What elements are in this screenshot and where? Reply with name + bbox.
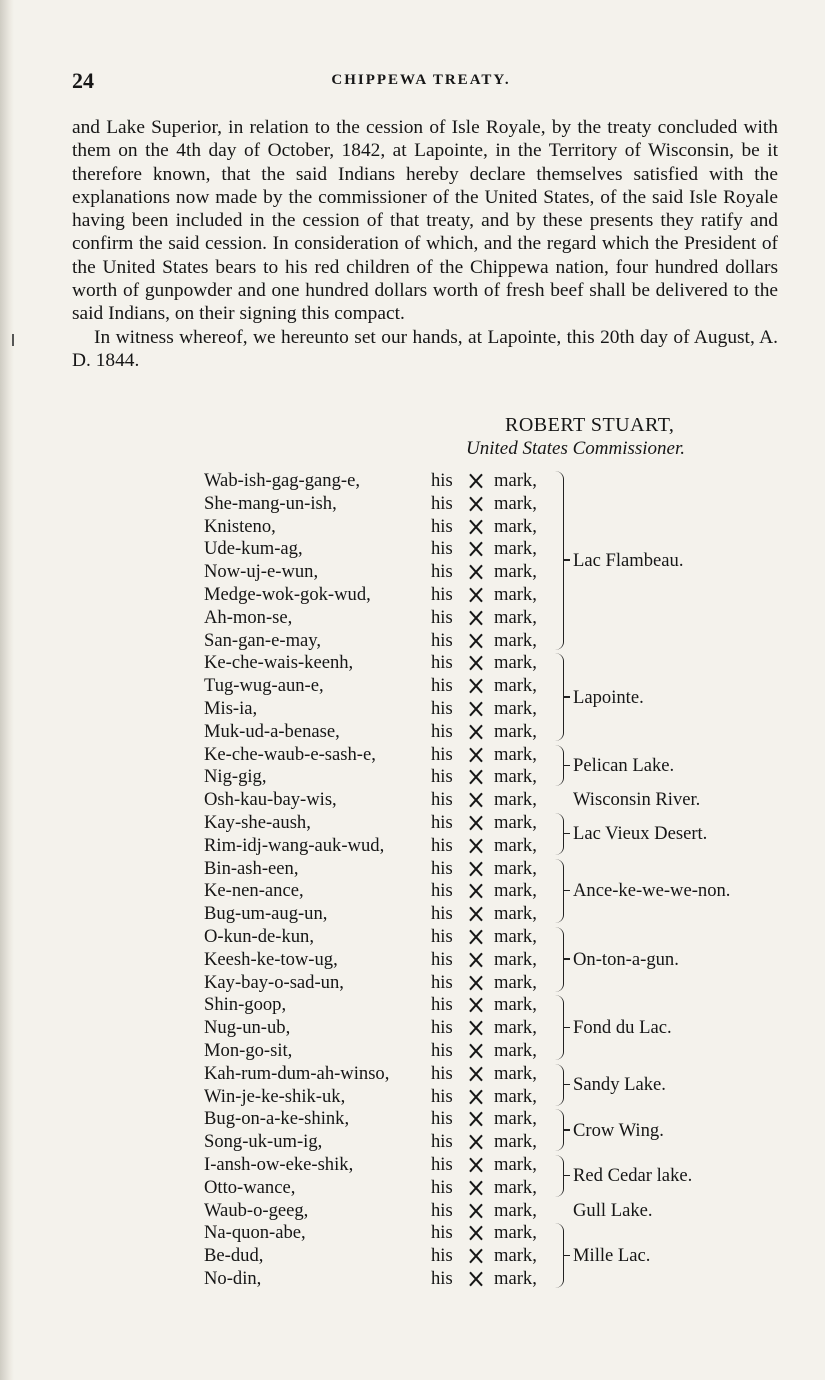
- x-mark-icon: [468, 995, 484, 1013]
- signer-row: [0, 720, 825, 743]
- signer-his-word: his: [431, 1199, 453, 1221]
- signer-mark-word: mark,: [494, 743, 537, 765]
- signer-his-word: his: [431, 1268, 453, 1289]
- signer-row: [0, 743, 825, 766]
- signer-mark-word: mark,: [494, 789, 537, 811]
- signer-name: Mon-go-sit,: [204, 1040, 293, 1061]
- group-label: Lapointe.: [573, 686, 644, 708]
- x-mark-icon: [468, 904, 484, 922]
- signer-row: [0, 1199, 825, 1222]
- signer-mark-word: mark,: [494, 926, 537, 947]
- signer-row: [0, 765, 825, 788]
- signer-name: Be-dud,: [204, 1245, 264, 1267]
- signer-row: [0, 515, 825, 538]
- group-label: Fond du Lac.: [573, 1017, 672, 1039]
- signer-his-word: his: [431, 1017, 453, 1039]
- signer-his-word: his: [431, 1040, 453, 1061]
- signer-mark-word: mark,: [494, 720, 537, 742]
- signer-mark-word: mark,: [494, 561, 537, 583]
- signer-mark-word: mark,: [494, 1154, 537, 1175]
- signer-row: [0, 560, 825, 583]
- x-mark-icon: [468, 745, 484, 763]
- group-brace-tip: [563, 890, 570, 892]
- signer-his-word: his: [431, 834, 453, 856]
- signer-mark-word: mark,: [494, 1085, 537, 1107]
- x-mark-icon: [468, 950, 484, 968]
- signer-row: [0, 1062, 825, 1085]
- x-mark-icon: [468, 813, 484, 831]
- group-brace-tip: [563, 958, 570, 960]
- signer-row: [0, 1221, 825, 1244]
- signer-mark-word: mark,: [494, 1062, 537, 1084]
- signer-his-word: his: [431, 652, 453, 674]
- signer-his-word: his: [431, 971, 453, 993]
- signer-row: [0, 1016, 825, 1039]
- signer-row: [0, 1153, 825, 1176]
- x-mark-icon: [468, 790, 484, 808]
- signer-his-word: his: [431, 629, 453, 651]
- signer-mark-word: mark,: [494, 1245, 537, 1267]
- group-label: Sandy Lake.: [573, 1074, 666, 1096]
- signer-row: [0, 993, 825, 1016]
- signer-mark-word: mark,: [494, 812, 537, 833]
- signer-name: Bug-on-a-ke-shink,: [204, 1108, 350, 1130]
- signer-name: Rim-idj-wang-auk-wud,: [204, 834, 385, 856]
- signer-row: [0, 971, 825, 994]
- signer-row: [0, 1107, 825, 1130]
- group-brace-tip: [563, 1027, 570, 1029]
- signer-row: [0, 1130, 825, 1153]
- signer-mark-word: mark,: [494, 1040, 537, 1061]
- signer-name: Medge-wok-gok-wud,: [204, 584, 371, 605]
- signer-mark-word: mark,: [494, 675, 537, 697]
- signer-name: Song-uk-um-ig,: [204, 1131, 323, 1153]
- x-mark-icon: [468, 722, 484, 740]
- signer-his-word: his: [431, 789, 453, 811]
- signer-row: [0, 1039, 825, 1062]
- group-brace-tip: [563, 559, 570, 561]
- x-mark-icon: [468, 1269, 484, 1287]
- x-mark-icon: [468, 1132, 484, 1150]
- signer-his-word: his: [431, 561, 453, 583]
- x-mark-icon: [468, 1246, 484, 1264]
- signer-mark-word: mark,: [494, 948, 537, 970]
- x-mark-icon: [468, 676, 484, 694]
- signer-his-word: his: [431, 720, 453, 742]
- signer-his-word: his: [431, 1176, 453, 1198]
- group-label: Red Cedar lake.: [573, 1165, 693, 1187]
- commissioner-name: ROBERT STUART,: [505, 414, 675, 436]
- signer-his-word: his: [431, 1085, 453, 1107]
- group-label: Gull Lake.: [573, 1199, 653, 1221]
- signer-name: Shin-goop,: [204, 994, 287, 1016]
- signer-his-word: his: [431, 1108, 453, 1130]
- signer-row: [0, 1244, 825, 1267]
- signer-his-word: his: [431, 470, 453, 491]
- commissioner-title: United States Commissioner.: [466, 438, 686, 459]
- page-number: 24: [72, 68, 94, 93]
- group-brace-tip: [563, 1255, 570, 1257]
- group-label: Mille Lac.: [573, 1245, 651, 1267]
- signer-name: Ke-nen-ance,: [204, 880, 304, 902]
- x-mark-icon: [468, 517, 484, 535]
- group-label: Lac Vieux Desert.: [573, 823, 708, 845]
- x-mark-icon: [468, 1087, 484, 1105]
- signer-mark-word: mark,: [494, 766, 537, 788]
- signer-name: Kah-rum-dum-ah-winso,: [204, 1062, 390, 1084]
- signer-mark-word: mark,: [494, 994, 537, 1016]
- signer-his-word: his: [431, 675, 453, 697]
- signer-name: San-gan-e-may,: [204, 629, 322, 651]
- signer-name: Nug-un-ub,: [204, 1017, 291, 1039]
- signer-row: [0, 902, 825, 925]
- signer-mark-word: mark,: [494, 470, 537, 491]
- group-brace-tip: [563, 1129, 570, 1131]
- signer-name: Otto-wance,: [204, 1176, 296, 1198]
- signer-row: [0, 697, 825, 720]
- signer-name: Bin-ash-een,: [204, 857, 299, 879]
- signer-row: [0, 492, 825, 515]
- signer-his-word: his: [431, 1222, 453, 1244]
- signer-name: Ah-mon-se,: [204, 606, 293, 628]
- signer-row: [0, 674, 825, 697]
- signer-his-word: his: [431, 812, 453, 833]
- signer-name: Kay-she-aush,: [204, 812, 311, 833]
- group-brace-tip: [563, 833, 570, 835]
- x-mark-icon: [468, 562, 484, 580]
- signer-row: [0, 651, 825, 674]
- signer-name: O-kun-de-kun,: [204, 926, 314, 947]
- signer-name: Now-uj-e-wun,: [204, 561, 319, 583]
- group-brace-tip: [563, 1084, 570, 1086]
- signer-name: Tug-wug-aun-e,: [204, 675, 324, 697]
- x-mark-icon: [468, 927, 484, 945]
- x-mark-icon: [468, 1155, 484, 1173]
- signer-mark-word: mark,: [494, 834, 537, 856]
- group-label: Pelican Lake.: [573, 755, 675, 776]
- signer-row: [0, 469, 825, 492]
- x-mark-icon: [468, 653, 484, 671]
- signer-his-word: his: [431, 584, 453, 605]
- signer-name: Keesh-ke-tow-ug,: [204, 948, 338, 970]
- signer-his-word: his: [431, 903, 453, 925]
- signer-his-word: his: [431, 1245, 453, 1267]
- signer-mark-word: mark,: [494, 652, 537, 674]
- signer-name: Ude-kum-ag,: [204, 538, 303, 560]
- x-mark-icon: [468, 585, 484, 603]
- signer-his-word: his: [431, 1062, 453, 1084]
- signer-mark-word: mark,: [494, 1108, 537, 1130]
- signer-his-word: his: [431, 857, 453, 879]
- treaty-paragraph: and Lake Superior, in relation to the cession of Isle Royale, by the treaty concluded with them on the 4th day of October, 1842, at Lapointe, in the Territory of Wisconsin, be it therefore known, that the said Indians hereby declare themselves satisfied with the explanations now made by the commissioner of the United States, of the said Isle Royale having been included in the cession of that treaty, and by these presents they ratify and confirm the said cession. In consideration of which, and the regard which the President of the United States bears to his red children of the Chippewa nation, four hundred dollars worth of gunpowder and one hundred dollars worth of fresh beef shall be delivered to the said Indians, on their signing this compact.: [72, 117, 778, 325]
- signer-row: [0, 948, 825, 971]
- signer-name: Kay-bay-o-sad-un,: [204, 971, 344, 993]
- group-label: Lac Flambeau.: [573, 549, 684, 571]
- x-mark-icon: [468, 836, 484, 854]
- x-mark-icon: [468, 1223, 484, 1241]
- x-mark-icon: [468, 539, 484, 557]
- signer-name: Wab-ish-gag-gang-e,: [204, 470, 360, 491]
- x-mark-icon: [468, 881, 484, 899]
- signer-name: Nig-gig,: [204, 766, 267, 788]
- signer-mark-word: mark,: [494, 857, 537, 879]
- group-brace-tip: [563, 696, 570, 698]
- signer-row: [0, 1176, 825, 1199]
- signer-mark-word: mark,: [494, 492, 537, 514]
- signer-mark-word: mark,: [494, 698, 537, 719]
- signer-row: [0, 1267, 825, 1290]
- x-mark-icon: [468, 1064, 484, 1082]
- signer-name: Ke-che-waub-e-sash-e,: [204, 743, 376, 765]
- signer-his-word: his: [431, 948, 453, 970]
- signer-his-word: his: [431, 538, 453, 560]
- signer-row: [0, 606, 825, 629]
- running-title: CHIPPEWA TREATY.: [331, 72, 511, 88]
- signer-name: I-ansh-ow-eke-shik,: [204, 1154, 354, 1175]
- signer-name: Na-quon-abe,: [204, 1222, 306, 1244]
- group-brace-tip: [563, 765, 570, 767]
- signer-his-word: his: [431, 766, 453, 788]
- signer-row: [0, 925, 825, 948]
- x-mark-icon: [468, 1018, 484, 1036]
- signer-his-word: his: [431, 1154, 453, 1175]
- group-label: Wisconsin River.: [573, 789, 701, 811]
- signer-name: Ke-che-wais-keenh,: [204, 652, 354, 674]
- group-label: Crow Wing.: [573, 1119, 664, 1141]
- signer-mark-word: mark,: [494, 971, 537, 993]
- x-mark-icon: [468, 859, 484, 877]
- signer-mark-word: mark,: [494, 584, 537, 605]
- signer-his-word: his: [431, 994, 453, 1016]
- signer-his-word: his: [431, 515, 453, 537]
- signer-row: [0, 857, 825, 880]
- signer-mark-word: mark,: [494, 1176, 537, 1198]
- group-brace-tip: [563, 1175, 570, 1177]
- signer-his-word: his: [431, 698, 453, 719]
- x-mark-icon: [468, 767, 484, 785]
- signer-mark-word: mark,: [494, 1199, 537, 1221]
- signer-mark-word: mark,: [494, 1268, 537, 1289]
- signer-mark-word: mark,: [494, 515, 537, 537]
- x-mark-icon: [468, 1178, 484, 1196]
- signer-his-word: his: [431, 880, 453, 902]
- signer-his-word: his: [431, 492, 453, 514]
- signer-mark-word: mark,: [494, 1017, 537, 1039]
- signer-his-word: his: [431, 926, 453, 947]
- signer-name: Waub-o-geeg,: [204, 1199, 309, 1221]
- signer-mark-word: mark,: [494, 629, 537, 651]
- x-mark-icon: [468, 699, 484, 717]
- signer-name: Bug-um-aug-un,: [204, 903, 328, 925]
- group-label: Ance-ke-we-we-non.: [573, 880, 731, 902]
- signer-row: [0, 1085, 825, 1108]
- signer-mark-word: mark,: [494, 538, 537, 560]
- signer-his-word: his: [431, 606, 453, 628]
- signer-his-word: his: [431, 1131, 453, 1153]
- signer-name: Knisteno,: [204, 515, 276, 537]
- signer-name: She-mang-un-ish,: [204, 492, 337, 514]
- signer-name: Muk-ud-a-benase,: [204, 720, 340, 742]
- signer-name: Win-je-ke-shik-uk,: [204, 1085, 346, 1107]
- x-mark-icon: [468, 1041, 484, 1059]
- signer-mark-word: mark,: [494, 903, 537, 925]
- signer-row: [0, 537, 825, 560]
- signer-mark-word: mark,: [494, 1222, 537, 1244]
- witness-paragraph: In witness whereof, we hereunto set our hands, at Lapointe, this 20th day of August, A. D. 1844.: [72, 326, 778, 371]
- group-label: On-ton-a-gun.: [573, 948, 679, 970]
- signer-row: [0, 583, 825, 606]
- signer-his-word: his: [431, 743, 453, 765]
- signer-row: [0, 629, 825, 652]
- x-mark-icon: [468, 1109, 484, 1127]
- x-mark-icon: [468, 631, 484, 649]
- signer-mark-word: mark,: [494, 1131, 537, 1153]
- x-mark-icon: [468, 494, 484, 512]
- x-mark-icon: [468, 1201, 484, 1219]
- signer-row: [0, 788, 825, 811]
- x-mark-icon: [468, 608, 484, 626]
- signer-mark-word: mark,: [494, 880, 537, 902]
- x-mark-icon: [468, 471, 484, 489]
- signer-mark-word: mark,: [494, 606, 537, 628]
- signer-name: Osh-kau-bay-wis,: [204, 789, 337, 811]
- signer-name: No-din,: [204, 1268, 262, 1289]
- signer-name: Mis-ia,: [204, 698, 258, 719]
- x-mark-icon: [468, 973, 484, 991]
